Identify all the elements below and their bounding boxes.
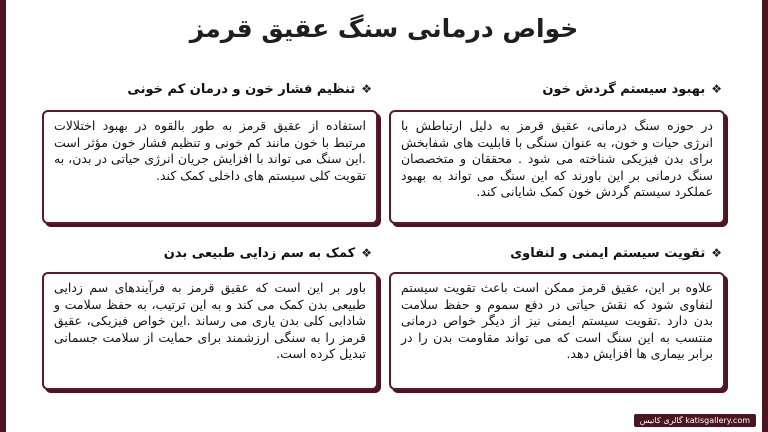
card-detox [42, 272, 378, 390]
diamond-bullet-icon: ❖ [361, 82, 372, 96]
section-heading-blood-pressure [52, 82, 372, 97]
section-heading-detox [52, 246, 372, 261]
page-title: خواص درمانی سنگ عقیق قرمز [189, 14, 579, 43]
diamond-bullet-icon: ❖ [711, 246, 722, 260]
section-heading-text: کمک به سم زدایی طبیعی بدن [163, 246, 356, 261]
card-text: علاوه بر این، عقیق قرمز ممکن است باعث تقویت سیستم لنفاوی شود که نقش حیاتی در دفع سموم و حفظ سلامت بدن دارد .تقویت سیستم ایمنی نیز از دیگر خواص درمانی منتسب به این سنگ است که می تواند مقاومت بدن را در برابر بیماری ها افزایش دهد. [401, 280, 713, 361]
card-blood-pressure [42, 110, 378, 224]
diamond-bullet-icon: ❖ [361, 246, 372, 260]
section-heading-circulation [402, 82, 722, 97]
card-text: در حوزه سنگ درمانی، عقیق قرمز به دلیل ارتباطش با انرژی حیات و خون، به عنوان سنگی با قابلیت های شفابخش برای بدن فیزیکی شناخته می شود . محققان و متخصصان سنگ درمانی بر این باورند که این سنگ می تواند به بهبود عملکرد سیستم گردش خون کمک شایانی کند. [401, 118, 713, 199]
footer-watermark: katisgallery.com گالری کاتیس [634, 414, 756, 427]
diamond-bullet-icon: ❖ [711, 82, 722, 96]
card-text: باور بر این است که عقیق قرمز به فرآیندهای سم زدایی طبیعی بدن کمک می کند و به این ترتیب، به حفظ سلامت و شادابی کلی بدن یاری می رساند .این خواص فیزیکی، عقیق قرمز را به سنگی ارزشمند برای حمایت از سلامت جسمانی تبدیل کرده است. [54, 280, 366, 361]
section-heading-text: تنظیم فشار خون و درمان کم خونی [127, 82, 356, 97]
section-heading-text: بهبود سیستم گردش خون [542, 82, 706, 97]
card-circulation [389, 110, 725, 224]
section-heading-immunity [402, 246, 722, 261]
card-immunity [389, 272, 725, 390]
card-text: استفاده از عقیق قرمز به طور بالقوه در بهبود اختلالات مرتبط با خون مانند کم خونی و تنظیم فشار خون مؤثر است .این سنگ می تواند با افزایش جریان انرژی حیاتی در بدن، به تقویت کلی سیستم های داخلی کمک کند. [54, 118, 366, 183]
section-heading-text: تقویت سیستم ایمنی و لنفاوی [510, 246, 706, 261]
